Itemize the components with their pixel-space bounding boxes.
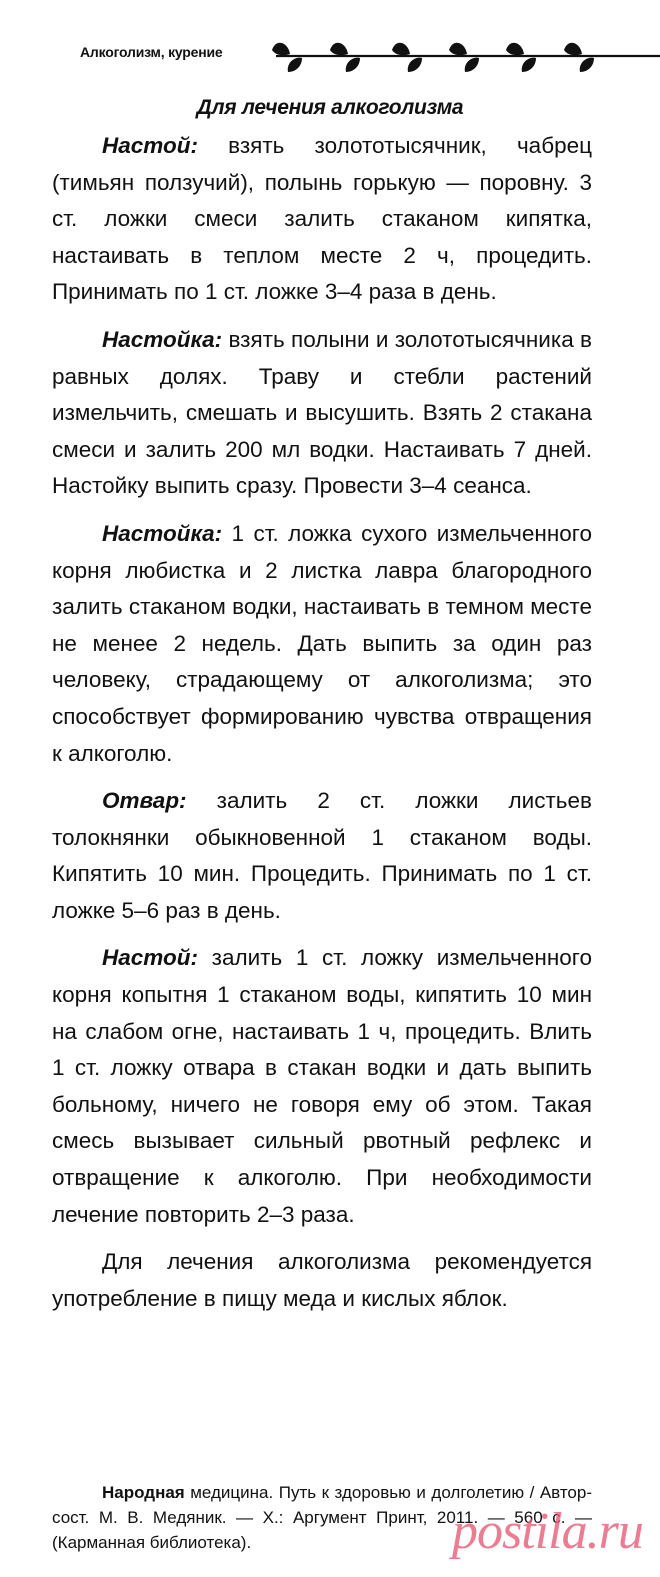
- section-title: Для лечения алкоголизма: [196, 96, 464, 119]
- citation-text: медицина. Путь к здоровью и долголетию / Автор-сост. М. В. Медяник. — Х.: Аргумент Принт, 2011. — 560 с. — (Карманная библиотека).: [52, 1483, 592, 1552]
- recipe-label: Отвар:: [102, 788, 187, 814]
- recipe-label: Настойка:: [102, 520, 223, 546]
- closing-paragraph: [52, 1244, 592, 1317]
- recipe-label: Настой:: [102, 133, 198, 158]
- recipes-body: [52, 128, 592, 1328]
- watermark-logo: postila.ru: [452, 1503, 643, 1560]
- recipe-text: 1 ст. ложка сухого измельченного корня любистка и 2 листка лавра благородного залить стаканом водки, настаивать в темном месте не менее 2 недель. Дать выпить за один раз человеку, страдающему от алкоголизма; это способствует формированию чувства отвращения к алкоголю.: [52, 520, 592, 766]
- recipe-text: взять полыни и золототысячника в равных долях. Траву и стебли растений измельчить, смешать и высушить. Взять 2 стакана смеси и залить 200 мл водки. Настаивать 7 дней. Настойку выпить сразу. Провести 3–4 сеанса.: [52, 326, 592, 499]
- recipe-text: залить 2 ст. ложки листьев толокнянки обыкновенной 1 стаканом воды. Кипятить 10 мин. Процедить. Принимать по 1 ст. ложке 5–6 раз в день.: [52, 788, 592, 923]
- running-title: Алкоголизм, курение: [80, 44, 223, 60]
- recipe-paragraph: [52, 516, 592, 772]
- recipe-text: взять золототысячник, чабрец (тимьян ползучий), полынь горькую — поровну. 3 ст. ложки смеси залить стаканом кипятка, настаивать в теплом месте 2 ч, процедить. Принимать по 1 ст. ложке 3–4 раза в день.: [52, 133, 592, 305]
- recipe-paragraph: [52, 128, 592, 311]
- closing-text: Для лечения алкоголизма рекомендуется употребление в пищу меда и кислых яблок.: [52, 1249, 592, 1311]
- leaf-vine-ornament-icon: [268, 36, 660, 76]
- citation-bold-word: Народная: [102, 1483, 185, 1502]
- running-header: [80, 36, 600, 76]
- recipe-label: Настойка:: [102, 326, 223, 352]
- recipe-paragraph: [52, 322, 592, 505]
- recipe-paragraph: [52, 783, 592, 929]
- recipe-paragraph: [52, 940, 592, 1233]
- recipe-text: залить 1 ст. ложку измельченного корня копытня 1 стаканом воды, кипятить 10 мин на слабом огне, настаивать 1 ч, процедить. Влить 1 ст. ложку отвара в стакан водки и дать выпить больному, ничего не говоря ему об этом. Такая смесь вызывает сильный рвотный рефлекс и отвращение к алкоголю. При необходимости лечение повторить 2–3 раза.: [52, 945, 592, 1227]
- recipe-label: Настой:: [102, 945, 198, 971]
